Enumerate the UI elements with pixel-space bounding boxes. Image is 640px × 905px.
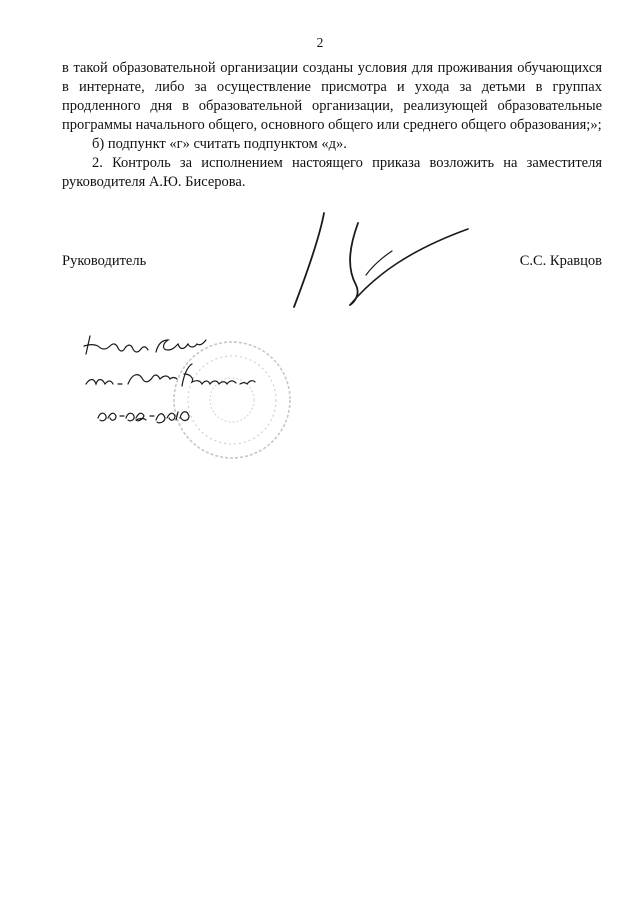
certification-stamp: [72, 320, 302, 470]
signatory-title: Руководитель: [62, 253, 147, 269]
handwritten-signature: [280, 205, 480, 315]
document-body: [62, 59, 602, 192]
page-number: 2: [316, 35, 324, 50]
round-seal: [174, 342, 290, 458]
paragraph-continuation: в такой образовательной организации созданы условия для проживания обучающихся в интернате, либо за осуществление присмотра и ухода за детьми в группах продленного дня в образовательной организации, реализующей образовательные программы начального общего, основного общего или среднего общего образования;»;: [62, 60, 602, 133]
paragraph-item-2: 2. Контроль за исполнением настоящего приказа возложить на заместителя руководителя А.Ю. Бисерова.: [62, 155, 602, 190]
paragraph-subitem-b: б) подпункт «г» считать подпунктом «д».: [92, 136, 347, 152]
copy-certification-handwriting: [84, 336, 255, 423]
signatory-name: С.С. Кравцов: [519, 253, 602, 269]
